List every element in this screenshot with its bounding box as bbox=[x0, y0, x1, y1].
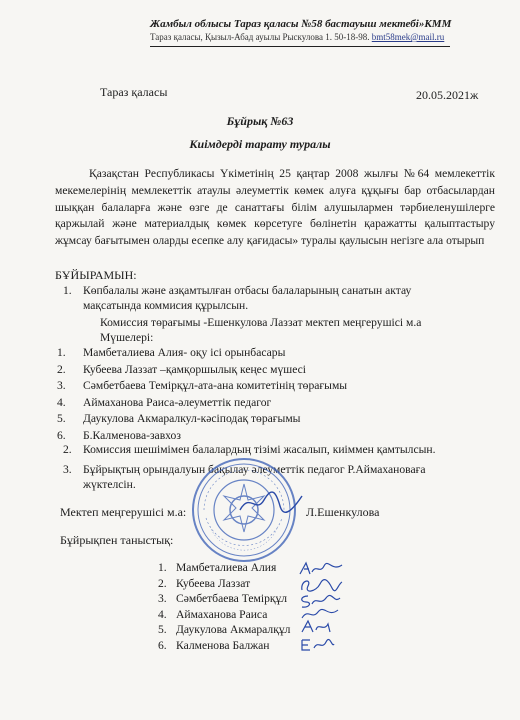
item-text-continued: жүктелсін. bbox=[83, 478, 136, 491]
item-number: 3. bbox=[158, 592, 167, 606]
item-number: 1. bbox=[57, 346, 66, 359]
order-date: 20.05.2021ж bbox=[416, 88, 479, 102]
acknowledged-label: Бұйрықпен таныстық: bbox=[60, 533, 174, 547]
member-text: Сәмбетбаева Темірқұл-ата-ана комитетінің төрағымы bbox=[83, 379, 348, 392]
member-text: Б.Калменова-завхоз bbox=[83, 428, 181, 442]
list-item bbox=[55, 395, 475, 412]
person-name: Даукулова Акмаралқұл bbox=[176, 623, 291, 637]
city: Тараз қаласы bbox=[100, 85, 168, 99]
director-position: Мектеп меңгерушісі м.а: bbox=[60, 505, 187, 519]
list-item bbox=[158, 560, 290, 576]
order-item-1 bbox=[63, 283, 463, 313]
member-text: Кубеева Лаззат –қамқоршылық кеңес мүшесі bbox=[83, 362, 307, 376]
item-number: 5. bbox=[57, 412, 66, 425]
person-name: Сәмбетбаева Темірқұл bbox=[176, 592, 288, 606]
list-item bbox=[55, 345, 475, 362]
email-link[interactable]: bmt58mek@mail.ru bbox=[371, 32, 445, 42]
item-text: Комиссия шешімімен балалардың тізімі жасалып, киіммен қамтылсын. bbox=[83, 443, 436, 456]
member-text: Даукулова Акмаралкул-кәсіподақ төрағымы bbox=[83, 412, 301, 425]
director-name: Л.Ешенкулова bbox=[306, 505, 380, 519]
member-text: Мамбеталиева Алия- оқу ісі орынбасары bbox=[83, 346, 286, 359]
order-item-2 bbox=[63, 442, 473, 457]
list-item bbox=[158, 622, 290, 638]
list-item bbox=[55, 411, 475, 428]
person-name: Калменова Балжан bbox=[176, 638, 270, 652]
members-list bbox=[55, 345, 475, 444]
order-number: Бұйрық №63 bbox=[226, 114, 294, 128]
director-signature-icon bbox=[236, 488, 306, 518]
person-name: Аймаханова Раиса bbox=[176, 607, 268, 621]
signature-5-icon bbox=[300, 618, 334, 636]
commission-block bbox=[70, 315, 470, 345]
header-divider bbox=[150, 46, 450, 47]
commission-chair: Комиссия төрағымы -Ешенкулова Лаззат мектеп меңгерушісі м.а bbox=[100, 316, 422, 329]
person-name: Мамбеталиева Алия bbox=[176, 561, 277, 574]
address-text: Тараз қаласы, Қызыл-Абад ауылы Рыскулова 1. 50-18-98. bbox=[150, 32, 370, 42]
item-number: 2. bbox=[57, 362, 66, 376]
school-address bbox=[150, 32, 480, 42]
list-item bbox=[55, 378, 475, 395]
item-number: 3. bbox=[63, 463, 72, 476]
list-item bbox=[158, 607, 290, 623]
list-item bbox=[55, 362, 475, 379]
item-number: 4. bbox=[57, 395, 66, 409]
decree-heading: БҰЙЫРАМЫН: bbox=[55, 268, 137, 282]
item-number: 1. bbox=[158, 561, 167, 574]
acknowledged-list bbox=[158, 560, 290, 654]
item-number: 6. bbox=[57, 428, 66, 442]
person-name: Кубеева Лаззат bbox=[176, 576, 251, 590]
item-number: 5. bbox=[158, 623, 167, 637]
list-item bbox=[158, 638, 290, 654]
item-number: 3. bbox=[57, 379, 66, 392]
member-text: Аймаханова Раиса-әлеуметтік педагог bbox=[83, 395, 272, 409]
item-number: 2. bbox=[158, 576, 167, 590]
signature-6-icon bbox=[298, 636, 336, 654]
item-number: 1. bbox=[63, 284, 72, 297]
item-text: Бұйрықтың орындалуын бақылау әлеуметтік педагог Р.Аймахановаға bbox=[83, 463, 426, 476]
item-number: 4. bbox=[158, 607, 167, 621]
item-text: Көпбалалы және азқамтылған отбасы балаларының санатын актау bbox=[83, 284, 412, 297]
preamble-paragraph: Қазақстан Республикасы Үкіметінің 25 қаңтар 2008 жылғы №64 мемлекеттік мекемелерінің мемлекеттік атаулы әлеуметтік көмек алуға құқығы бар отбасылардан шыққан балаларға және өзге де санаттағы білім алушылармен тәрбиеленушілерге қаржылай және материалдық көмек көрсетуге бөлінетін қаражатты қалыптастыру жұмсау бағытымен оларды есепке алу қағидасы» туралы қаулысын негізге ала отырып bbox=[55, 167, 495, 248]
list-item bbox=[158, 576, 290, 592]
item-text-continued: мақсатында коммисия құрылсын. bbox=[83, 299, 249, 312]
item-number: 2. bbox=[63, 443, 72, 456]
item-number: 6. bbox=[158, 638, 167, 652]
list-item bbox=[158, 591, 290, 607]
members-label: Мүшелері: bbox=[100, 331, 154, 344]
order-subject: Киімдерді тарату туралы bbox=[189, 137, 331, 151]
school-header: Жамбыл облысы Тараз қаласы №58 бастауыш мектебі»КММ bbox=[150, 18, 452, 30]
